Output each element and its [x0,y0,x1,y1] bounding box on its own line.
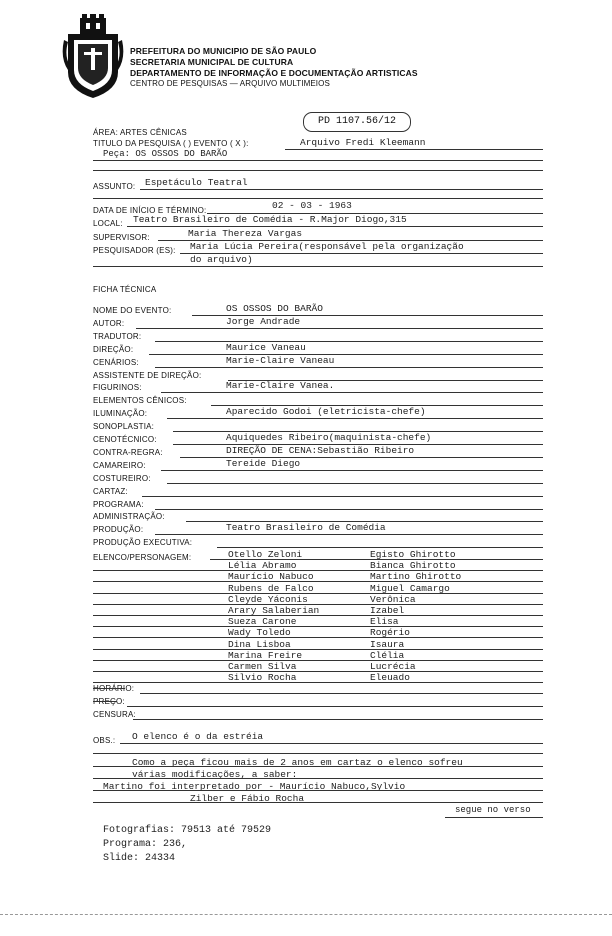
ficha-label: PRODUÇÃO: [93,525,144,535]
ficha-line [149,354,543,355]
obs-rule [93,790,543,791]
elenco-ator: Rubens de Falco [228,582,314,594]
obs-line: Martino foi interpretado por - Maurício Nabuco,Sylvio [103,781,406,792]
ficha-label: CARTAZ: [93,486,128,496]
elenco-personagem: Martino Ghirotto [370,571,462,583]
programa-note: Programa: 236, [103,839,188,850]
obs-rule [93,778,543,779]
elenco-line [93,649,543,650]
ficha-label: ASSISTENTE DE DIREÇÃO: [93,370,202,380]
area-label: ÁREA: ARTES CÊNICAS [93,128,187,137]
elenco-line [93,615,543,616]
titulo-label: TITULO DA PESQUISA ( ) EVENTO ( X ): [93,139,249,148]
pesquisador-label: PESQUISADOR (ES): [93,246,176,255]
header-line-1: PREFEITURA DO MUNICIPIO DE SÃO PAULO [130,46,317,56]
pesquisador-line-2 [93,266,543,267]
elenco-line [93,637,543,638]
ficha-value: DIREÇÃO DE CENA:Sebastião Ribeiro [226,444,415,456]
pesquisador-value-1: Maria Lúcia Pereira(responsável pela organização [190,241,464,252]
elenco-line [93,682,543,683]
ficha-line [155,367,543,368]
assunto-label: ASSUNTO: [93,182,136,191]
ficha-label: ELEMENTOS CÊNICOS: [93,396,187,406]
elenco-ator: Wady Toledo [228,627,291,639]
pesquisador-value-2: do arquivo) [190,254,253,265]
ficha-line [136,328,543,329]
obs-line: Como a peça ficou mais de 2 anos em cartaz o elenco sofreu [132,757,463,768]
city-crest-logo [62,14,124,100]
elenco-line [93,570,543,571]
supervisor-label: SUPERVISOR: [93,233,150,242]
ficha-label: COSTUREIRO: [93,473,151,483]
ficha-line [142,496,543,497]
ficha-label: SONOPLASTIA: [93,422,155,432]
elenco-personagem: Bianca Ghirotto [370,560,456,572]
ficha-label: ILUMINAÇÃO: [93,409,148,419]
blank-line-2 [93,198,543,199]
ficha-value: Teatro Brasileiro de Comédia [226,522,386,534]
ficha-tecnica-title: FICHA TÉCNICA [93,285,157,294]
ficha-line [155,534,543,535]
elenco-personagem: Lucrécia [370,661,416,672]
elenco-personagem: Isaura [370,638,405,650]
horario-strike [93,688,125,689]
elenco-personagem: Izabel [370,605,405,616]
ficha-label: AUTOR: [93,318,125,328]
segue-line [445,817,543,818]
elenco-ator: Otello Zeloni [228,549,303,560]
ficha-label: DIREÇÃO: [93,344,134,354]
obs-line: várias modificações, a saber: [132,769,298,780]
censura-label: CENSURA: [93,710,136,719]
elenco-ator: Arary Salaberian [228,605,320,616]
elenco-personagem: Eleuado [370,672,410,684]
titulo-value: Arquivo Fredi Kleemann [300,137,426,148]
ficha-value: Jorge Andrade [226,315,301,327]
header-line-3: DEPARTAMENTO DE INFORMAÇÃO E DOCUMENTAÇÃO ARTISTICAS [130,68,418,78]
ficha-label: CONTRA-REGRA: [93,447,163,457]
peca-line [93,160,543,161]
obs-rule [93,753,543,754]
elenco-line [93,660,543,661]
elenco-line [93,626,543,627]
local-line [127,226,543,227]
elenco-label: ELENCO/PERSONAGEM: [93,553,192,562]
peca-value: Peça: OS OSSOS DO BARÃO [103,149,228,159]
ficha-value: Aquiquedes Ribeiro(maquinista-chefe) [226,432,432,443]
assunto-value: Espetáculo Teatral [145,177,248,188]
ficha-value: Tereide Diego [226,457,301,469]
obs-line: O elenco é o da estréia [132,731,264,742]
stamp: PD 1107.56/12 [303,112,411,132]
ficha-value: Marie-Claire Vaneau [226,354,335,366]
elenco-ator: Sueza Carone [228,616,297,628]
ficha-line [155,509,543,510]
fotografias-note: Fotografias: 79513 até 79529 [103,825,272,836]
elenco-line [93,671,543,672]
preco-line [127,706,543,707]
elenco-ator: Silvio Rocha [228,672,297,684]
header-line-2: SECRETARIA MUNICIPAL DE CULTURA [130,57,294,67]
ficha-line [161,392,543,393]
preco-label: PREÇO: [93,697,125,706]
elenco-ator: Maurício Nabuco [228,571,314,583]
horario-line [140,693,543,694]
obs-rule [120,743,543,744]
data-value: 02 - 03 - 1963 [272,200,352,211]
ficha-line [161,470,543,471]
elenco-ator: Dina Lisboa [228,638,291,650]
preco-strike [93,701,117,702]
ficha-label: PRODUÇÃO EXECUTIVA: [93,538,193,548]
obs-label: OBS.: [93,736,116,745]
elenco-personagem: Egisto Ghirotto [370,549,456,560]
ficha-value: OS OSSOS DO BARÃO [226,303,323,314]
elenco-personagem: Elisa [370,616,399,628]
ficha-label: NOME DO EVENTO: [93,306,172,315]
ficha-label: PROGRAMA: [93,499,144,509]
elenco-ator: Marina Freire [228,649,303,661]
elenco-line [93,593,543,594]
assunto-line [140,189,543,190]
header-line-4: CENTRO DE PESQUISAS — ARQUIVO MULTIMEIOS [130,79,330,88]
ficha-label: CENOTÉCNICO: [93,435,157,444]
ficha-line [167,483,543,484]
elenco-personagem: Verônica [370,593,416,605]
supervisor-value: Maria Thereza Vargas [188,228,303,239]
ficha-value: Aparecido Godoi (eletricista-chefe) [226,406,426,418]
scan-edge [0,914,612,915]
obs-rule [93,802,543,803]
data-label: DATA DE INÍCIO E TÉRMINO: [93,206,207,215]
elenco-personagem: Rogério [370,627,410,639]
obs-line: Zilber e Fábio Rocha [190,793,305,804]
ficha-label: FIGURINOS: [93,383,142,393]
elenco-personagem: Clélia [370,649,405,661]
local-value: Teatro Brasileiro de Comédia - R.Major Diogo,315 [133,214,407,225]
ficha-label: TRADUTOR: [93,331,142,341]
elenco-personagem: Miguel Camargo [370,582,450,594]
elenco-line [93,581,543,582]
obs-rule [93,766,543,767]
elenco-ator: Carmen Silva [228,661,297,672]
censura-line [133,719,543,720]
horario-label: HORÁRIO: [93,684,135,693]
ficha-line [167,418,543,419]
titulo-line [285,149,543,150]
blank-line-1 [93,170,543,171]
elenco-ator: Lélia Abramo [228,560,297,572]
ficha-value: Maurice Vaneau [226,341,306,353]
segue-no-verso: segue no verso [455,805,531,815]
ficha-label: CENÁRIOS: [93,357,139,367]
elenco-ator: Cleyde Yáconis [228,593,308,605]
ficha-line [155,341,543,342]
ficha-label: ADMINISTRAÇÃO: [93,512,165,522]
ficha-value: Marie-Claire Vanea. [226,380,335,392]
slide-note: Slide: 24334 [103,853,176,864]
ficha-label: CAMAREIRO: [93,460,146,470]
local-label: LOCAL: [93,219,123,228]
